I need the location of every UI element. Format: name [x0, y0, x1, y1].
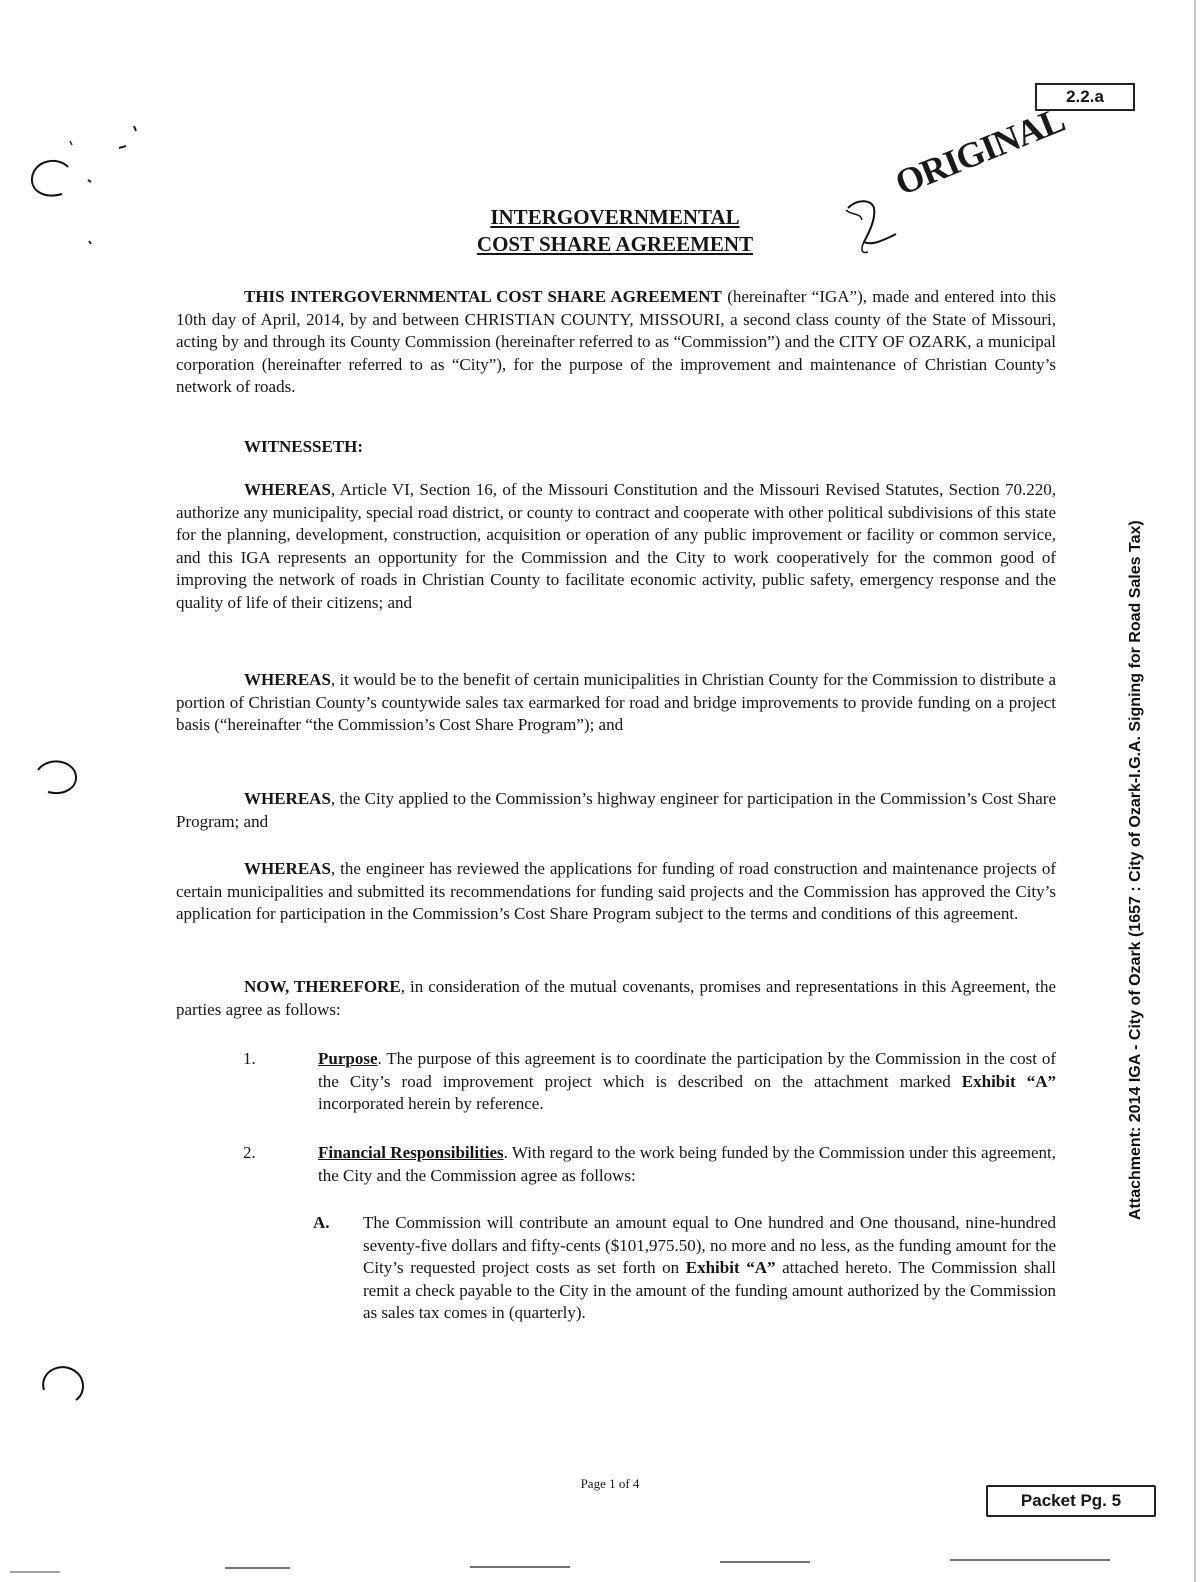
original-stamp: ORIGINAL	[889, 99, 1070, 204]
attachment-side-label: Attachment: 2014 IGA - City of Ozark (1657 : City of Ozark-I.G.A. Signing for Road Sales Tax)	[1127, 520, 1144, 1220]
whereas-clause-3: WHEREAS, the City applied to the Commission’s highway engineer for participation in the Commission’s Cost Share Program; and	[176, 789, 1056, 831]
document-title	[430, 204, 800, 258]
page-number: Page 1 of 4	[580, 1476, 640, 1491]
subsection-a: A. The Commission will contribute an amount equal to One hundred and One thousand, nine-hundred seventy-five dollars and fifty-cents ($101,975.50), no more and no less, as the funding amount for the City’s requested project costs as set forth on Exhibit “A” attached hereto. The Commission shall remit a check payable to the City in the amount of the funding amount authorized by the Commission as sales tax comes in (quarterly).	[313, 1213, 1056, 1322]
whereas-clause-1: WHEREAS, Article VI, Section 16, of the Missouri Constitution and the Missouri Revised Statutes, Section 70.220, authorize any municipality, special road district, or county to contract and cooperate with other political subdivisions of this state for the planning, development, construction, acquisition or operation of any public improvement or facility or common service, and this IGA represents an opportunity for the Commission and the City to work cooperatively for the common good of improving the network of roads in Christian County to facilitate economic activity, public safety, emergency response and the quality of life of their citizens; and	[176, 480, 1056, 612]
section-heading: Purpose	[318, 1049, 378, 1068]
title-line-2: COST SHARE AGREEMENT	[476, 232, 754, 256]
whereas-clause-2: WHEREAS, it would be to the benefit of certain municipalities in Christian County for the Commission to distribute a portion of Christian County’s countywide sales tax earmarked for road and bridge improvements to provide funding on a project basis (“hereinafter “the Commission’s Cost Share Program”); and	[176, 670, 1056, 734]
intro-paragraph	[176, 286, 1056, 399]
section-heading: Financial Responsibilities	[318, 1143, 504, 1162]
section-purpose: 1. Purpose. The purpose of this agreement is to coordinate the participation by the Commission in the cost of the City’s road improvement project which is described on the attachment marked Exhibit “A” incorporated herein by reference.	[243, 1049, 1056, 1113]
subsection-letter: A.	[313, 1213, 330, 1232]
intro-text: (hereinafter “IGA”), made and entered into this 10th day of April, 2014, by and between CHRISTIAN COUNTY, MISSOURI, a second class county of the State of Missouri, acting by and through its County Commission (hereinafter referred to as “Commission”) and the CITY OF OZARK, a municipal corporation (hereinafter referred to as “City”), for the purpose of the improvement and maintenance of Christian County’s network of roads.	[176, 287, 1056, 396]
packet-page-label: Packet Pg. 5	[1020, 1491, 1122, 1510]
title-line-1: INTERGOVERNMENTAL	[490, 205, 740, 229]
now-therefore-paragraph: NOW, THEREFORE, in consideration of the mutual covenants, promises and representations in this Agreement, the parties agree as follows:	[176, 977, 1057, 1019]
section-number: 1.	[243, 1049, 256, 1068]
document-tag: 2.2.a	[1066, 87, 1104, 106]
section-number: 2.	[243, 1143, 256, 1162]
packet-page-box	[986, 1485, 1156, 1517]
section-financial-responsibilities: 2. Financial Responsibilities. With regard to the work being funded by the Commission under this agreement, the City and the Commission agree as follows:	[243, 1143, 1056, 1185]
witnesseth-heading: WITNESSETH:	[244, 437, 364, 456]
whereas-clause-4: WHEREAS, the engineer has reviewed the applications for funding of road construction and maintenance projects of certain municipalities and submitted its recommendations for funding said projects and the Commission has approved the City’s application for participation in the Commission’s Cost Share Program subject to the terms and conditions of this agreement.	[176, 859, 1056, 923]
scroll-doodle-icon	[838, 190, 908, 260]
intro-lead: THIS INTERGOVERNMENTAL COST SHARE AGREEMENT	[244, 287, 722, 306]
